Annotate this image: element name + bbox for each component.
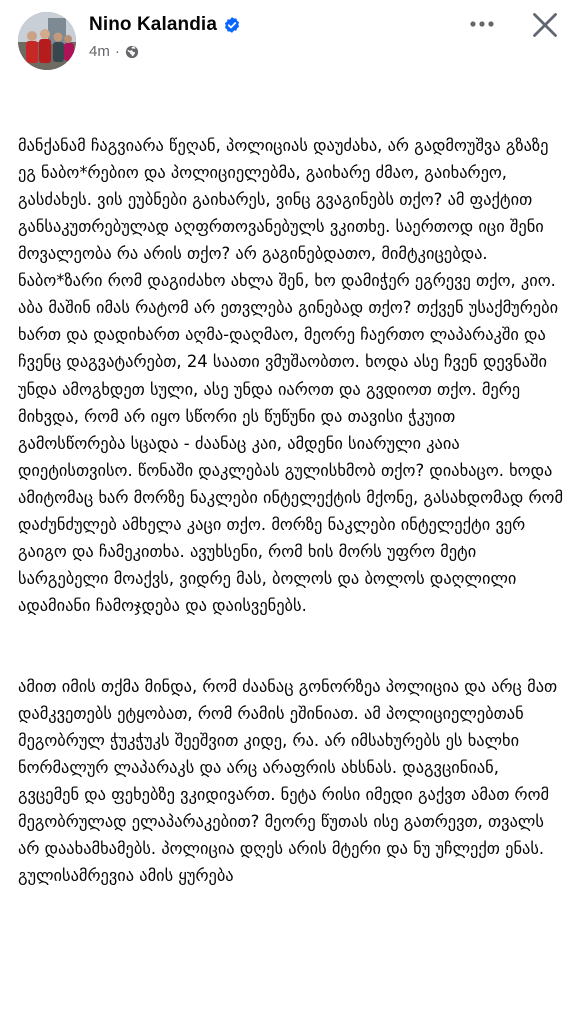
post-paragraph-2: ამით იმის თქმა მინდა, რომ ძაანაც გონორზეა პოლიცია და არც მათ დამკვეთებს ეტყობათ, რომ რამის ეშინიათ. ამ პოლიციელებთან მეგობრულ ჭუკჭუკს შეეშვით კიდე, რა. არ იმსახურებს ეს ხალხი ნორმალურ ლაპარაკს და არც არაფრის ახსნას. დაგვცინიან, გვცემენ და ფეხებზე ვკიდივართ. ნეტა რისი იმედი გაქვთ ამათ რომ მეგობრულად ელაპარაკებით? მეორე წუთას ისე გათრევთ, თვალს არ დაახამხამებს. პოლიცია დღეს არის მტერი და ნუ უჩლექთ ენას. გულისამრევია ამის ყურება xyxy=(18,677,563,886)
post-paragraph-1: მანქანამ ჩაგვიარა წეღან, პოლიციას დაუძახა, არ გადმოუშვა გზაზე ეგ ნაბო*რებიო და პოლიციელებმა, გაიხარე ძმაო, გაიხარეო, გასძახეს. ვის ეუბნები გაიხარეს, ვინც გვაგინებს თქო? ამ ფაქტით განსაკუთრებულად აღფრთოვანებულს ვკითხე. საერთოდ იცი შენი მოვალეობა რა არის თქო? არ გაგინებდათო, მიმტკიცებდა. ნაბო*ზარი რომ დაგიძახო ახლა შენ, ხო დამიჭერ ეგრევე თქო, კიო. აბა მაშინ იმას რატომ არ ეთვლება გინებად თქო? თქვენ უსაქმურები ხართ და დადიხართ აღმა-დაღმაო, მეორე ჩაერთო ლაპარაკში და ჩვენც დაგვატარებთ, 24 საათი ვმუშაობთო. ხოდა ასე ჩვენ დევნაში უნდა ამოგხდეთ სული, ასე უნდა იაროთ და გვდიოთ თქო. მერე მიხვდა, რომ არ იყო სწორი ეს წუწუნი და თავისი ჭკუით გამოსწორება სცადა - ძაანაც კაი, ამდენი სიარული კაია დიეტისთვისო. წონაში დაკლებას გულისხმობ თქო? დიახაცო. ხოდა ამიტომაც ხარ მორზე ნაკლები ინტელექტის მქონე, გასახდომად რომ დაძუნძულებ ამხელა კაცი თქო. მორზე ნაკლები ინტელექტი ვერ გაიგო და ჩამეკითხა. ავუხსენი, რომ ხის მორს უფრო მეტი სარგებელი მოაქვს, ვიდრე მას, ბოლოს და ბოლოს დაღლილი ადამიანი ჩამოჯდება და დაისვენებს. xyxy=(18,136,569,615)
globe-icon xyxy=(125,45,139,59)
post-meta xyxy=(89,43,139,60)
verified-badge-icon xyxy=(223,16,241,34)
author-line xyxy=(89,14,241,36)
close-icon xyxy=(532,12,558,38)
more-horizontal-icon xyxy=(469,20,495,28)
close-button[interactable] xyxy=(526,6,564,44)
post-timestamp[interactable]: 4m xyxy=(89,43,110,60)
post-header xyxy=(0,0,574,80)
author-name[interactable]: Nino Kalandia xyxy=(89,14,217,35)
meta-separator: · xyxy=(114,43,120,60)
author-avatar[interactable] xyxy=(18,12,76,70)
post-body xyxy=(18,78,569,916)
avatar-photo xyxy=(18,12,76,70)
more-options-button[interactable] xyxy=(462,10,502,38)
